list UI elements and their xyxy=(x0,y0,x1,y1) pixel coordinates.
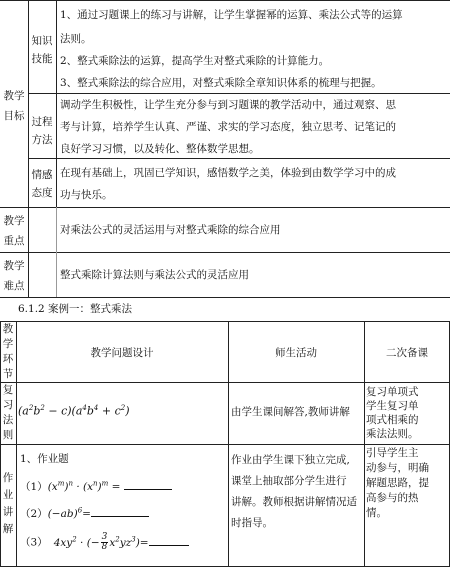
rule xyxy=(0,207,450,208)
rule xyxy=(56,0,57,207)
homework-second-line: 解题思路，提 xyxy=(366,477,429,489)
knowledge-line: 2、整式乘除法的运算，提高学生对整式乘除的计算能力。 xyxy=(60,55,330,67)
header-stage: 教学环节 xyxy=(2,323,14,380)
homework-item-3 xyxy=(20,533,189,552)
rule xyxy=(0,0,450,1)
review-activity: 由学生课间解答,教师讲解 xyxy=(231,406,350,418)
focus-text: 对乘法公式的灵活运用与对整式乘除的综合应用 xyxy=(60,224,281,236)
review-stage: 复习法则 xyxy=(2,384,14,441)
process-line: 良好学习习惯，以及转化、整体数学思想。 xyxy=(60,143,260,155)
process-line: 考与计算，培养学生认真、严谨、求实的学习态度，独立思考、记笔记的 xyxy=(60,121,396,133)
homework-item-1 xyxy=(20,479,172,494)
homework-activity-line: 课堂上抽取部分学生进行 xyxy=(231,475,347,487)
homework-activity-line: 讲解。教师根据讲解情况适 xyxy=(231,496,357,508)
fraction: $\frac{3}{8}$ xyxy=(101,532,108,552)
homework-second-line: 高参与的热 xyxy=(366,492,419,504)
header-activity: 师生活动 xyxy=(275,347,317,359)
section-heading: 6.1.2 案例一：整式乘法 xyxy=(18,303,133,315)
header-second: 二次备课 xyxy=(386,347,428,359)
homework-activity xyxy=(231,450,357,534)
focus-label: 教学重点 xyxy=(3,215,25,247)
review-second-line: 项式相乘的 xyxy=(366,414,419,426)
attitude-line: 在现有基础上，巩固已学知识，感悟数学之美，体验到由数学学习中的成 xyxy=(60,167,396,179)
review-second-line: 乘法法则。 xyxy=(366,428,419,440)
item-number: （1） xyxy=(20,481,48,493)
item-formula: $4xy^2$ · (− $\frac{3}{8}$ $x^2yz^3)=$ xyxy=(53,532,149,552)
process-line: 调动学生积极性，让学生充分参与到习题课的教学活动中，通过观察、思 xyxy=(60,99,396,111)
rule xyxy=(0,382,450,383)
rule xyxy=(0,297,450,298)
rule xyxy=(0,444,450,445)
item-number: （2） xyxy=(20,508,48,520)
review-second xyxy=(366,385,419,441)
item-formula: $(x^m)^n \cdot (x^n)^m$ = xyxy=(47,479,124,493)
homework-activity-line: 作业由学生课下独立完成, xyxy=(231,454,350,466)
knowledge-line: 3、整式乘除法的综合应用，对整式乘除全章知识体系的梳理与把握。 xyxy=(60,77,382,89)
homework-stage: 作业讲解 xyxy=(2,472,14,535)
rule xyxy=(0,252,450,253)
answer-blank[interactable] xyxy=(149,545,189,546)
review-formula: $(a^2b^2 - c)(a^4b^4 + c^2)$ xyxy=(18,404,130,418)
difficulty-text: 整式乘除计算法则与乘法公式的灵活应用 xyxy=(60,269,249,281)
rule xyxy=(56,207,57,297)
review-second-line: 复习单项式 xyxy=(366,386,419,398)
difficulty-label: 教学难点 xyxy=(3,260,25,292)
rule xyxy=(0,321,450,322)
attitude-line: 功与快乐。 xyxy=(60,189,113,201)
answer-blank[interactable] xyxy=(91,516,149,517)
homework-title: 1、作业题 xyxy=(20,453,69,465)
knowledge-line: 1、通过习题课上的练习与讲解，让学生掌握幂的运算、乘法公式等的运算 xyxy=(60,9,403,21)
rule xyxy=(28,93,450,94)
objectives-header: 教学目标 xyxy=(3,90,25,122)
header-design: 教学问题设计 xyxy=(90,347,154,359)
review-second-line: 学生复习单 xyxy=(366,400,419,412)
process-label: 过程方法 xyxy=(31,116,53,146)
item-formula: $(-ab)^6=$ xyxy=(47,506,91,520)
homework-activity-line: 时指导。 xyxy=(231,517,273,529)
homework-second-line: 动参与，明确 xyxy=(366,462,429,474)
knowledge-label: 知识技能 xyxy=(31,35,53,65)
item-number: （3） xyxy=(20,536,48,549)
homework-item-2 xyxy=(20,506,149,521)
attitude-label: 情感态度 xyxy=(31,169,53,199)
homework-second xyxy=(366,446,429,521)
homework-second-line: 情。 xyxy=(366,507,387,519)
homework-second-line: 引导学生主 xyxy=(366,447,419,459)
knowledge-line: 法则。 xyxy=(60,33,92,45)
answer-blank[interactable] xyxy=(124,489,172,490)
